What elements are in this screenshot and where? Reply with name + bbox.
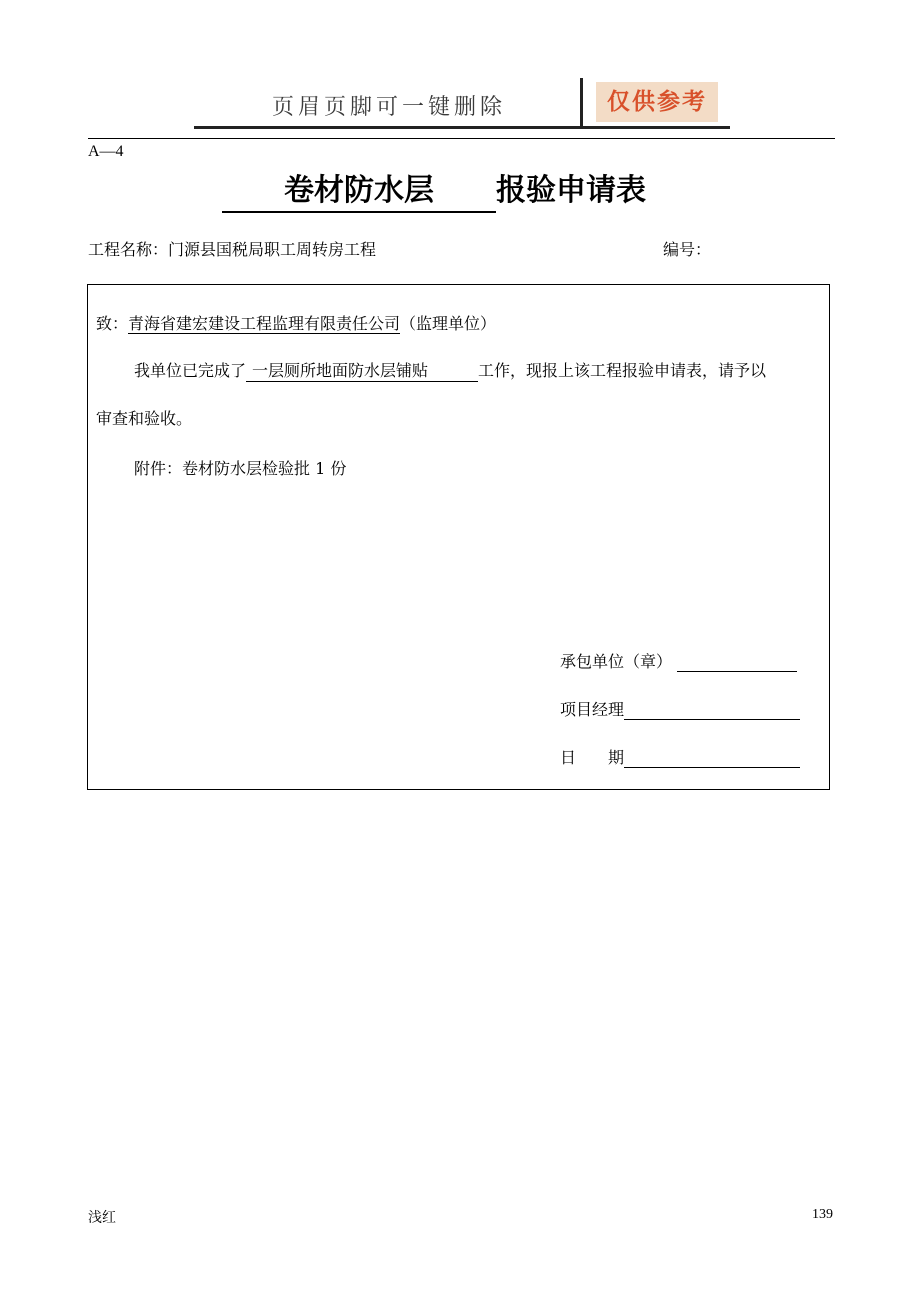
body-line-1 [134, 358, 766, 382]
date-label: 日 期 [560, 748, 625, 767]
project-name-line [88, 237, 376, 260]
title-rest: 报验申请表 [496, 173, 646, 208]
contractor-signature-line [677, 653, 797, 672]
date-signature-row [560, 745, 800, 768]
body-line-2: 审查和验收。 [96, 409, 193, 428]
supervisor-name: 青海省建宏建设工程监理有限责任公司 [128, 314, 401, 333]
addressee-line [96, 311, 496, 334]
contractor-signature-row [560, 649, 797, 672]
line1-prefix: 我单位已完成了 [134, 361, 247, 380]
manager-label: 项目经理 [560, 700, 625, 719]
page-number: 139 [812, 1207, 833, 1222]
title-fill: 卷材防水层 [222, 165, 496, 213]
header-rule [88, 138, 835, 139]
manager-signature-row [560, 697, 800, 720]
line1-suffix: 工作，现报上该工程报验申请表，请予以 [478, 361, 767, 380]
banner-divider [580, 78, 583, 128]
date-signature-line [624, 749, 800, 768]
project-name: 门源县国税局职工周转房工程 [168, 240, 377, 259]
project-label: 工程名称： [88, 240, 169, 259]
header-banner-text: 页眉页脚可一键删除 [272, 95, 507, 120]
work-item: 一层厕所地面防水层铺贴 [246, 358, 478, 382]
form-code: A—4 [88, 143, 124, 160]
reference-stamp: 仅供参考 [596, 82, 718, 122]
supervisor-suffix: （监理单位） [400, 314, 497, 333]
footer-left-text: 浅红 [88, 1210, 116, 1226]
number-label: 编号： [663, 240, 712, 259]
banner-underline [194, 126, 730, 129]
form-title [222, 165, 646, 209]
attachment-line: 附件：卷材防水层检验批 1 份 [134, 459, 347, 478]
manager-signature-line [624, 701, 800, 720]
contractor-label: 承包单位（章） [560, 652, 673, 671]
to-label: 致： [96, 314, 129, 333]
